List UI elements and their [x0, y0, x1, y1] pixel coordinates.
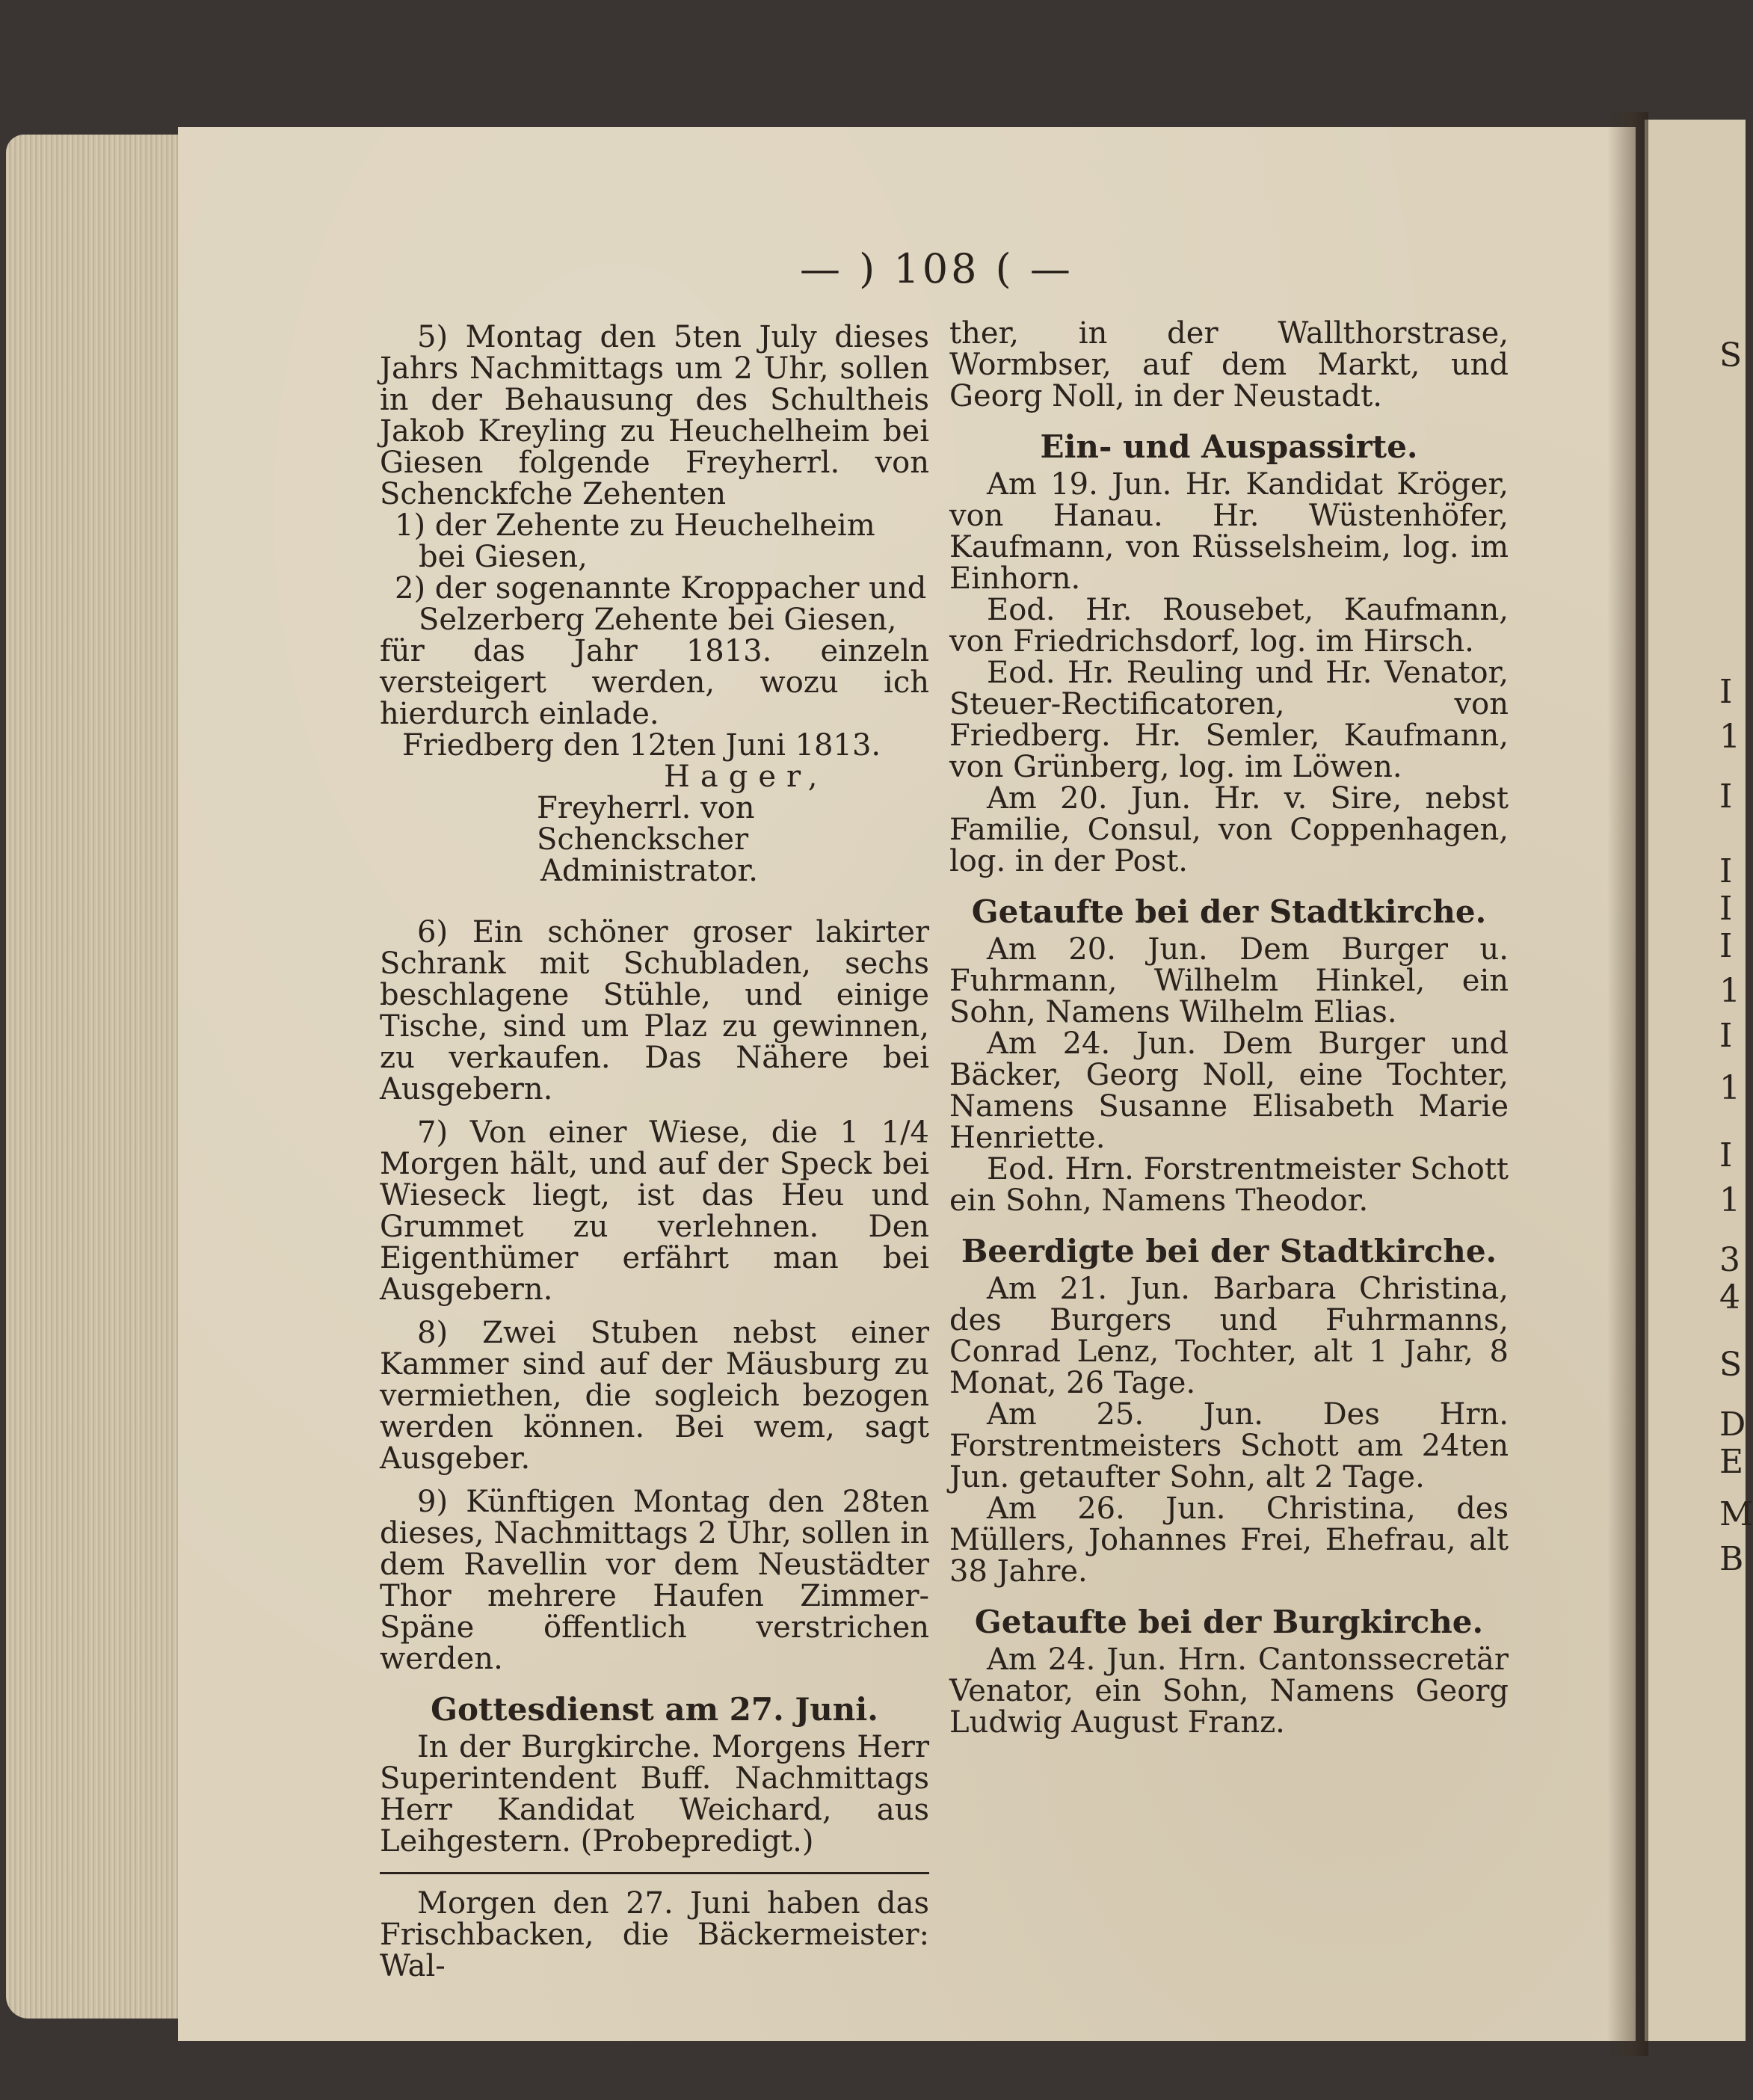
notice-6: 6) Ein schöner groser lakirter Schrank mit Schubladen, sechs beschlagene Stühle, und einige Tische, sind um Plaz zu gewinnen, zu verkaufen. Das Nähere bei Ausgebern. — [380, 915, 929, 1106]
entry-beerdigte-2: Am 25. Jun. Des Hrn. Forstrentmeisters Schott am 24ten Jun. getaufter Sohn, alt 2 Tage. — [949, 1397, 1509, 1494]
notice-5-signature-role: Administrator. — [540, 854, 758, 888]
entry-getaufte-2: Am 24. Jun. Dem Burger und Bäcker, Georg Noll, eine Tochter, Namens Susanne Elisabeth Marie Henriette. — [949, 1026, 1509, 1155]
facing-page-fragment: I — [1719, 1017, 1733, 1055]
facing-page-fragment: 1 — [1719, 1181, 1740, 1219]
entry-getaufte-1: Am 20. Jun. Dem Burger u. Fuhrmann, Wilhelm Hinkel, ein Sohn, Namens Wilhelm Elias. — [949, 932, 1509, 1029]
gottesdienst-text: In der Burgkirche. Morgens Herr Superintendent Buff. Nachmittags Herr Kandidat Weichard, aus Leihgestern. (Probepredigt.) — [380, 1730, 929, 1859]
notice-5-sub-2: 2) der sogenannte Kroppacher und Selzerberg Zehente bei Giesen, — [395, 571, 927, 637]
facing-page-fragment: S — [1719, 336, 1743, 375]
notice-8: 8) Zwei Stuben nebst einer Kammer sind auf der Mäusburg zu vermiethen, die sogleich bezogen werden können. Bei wem, sagt Ausgeber. — [380, 1316, 929, 1476]
notice-5-dateline: Friedberg den 12ten Juni 1813. — [402, 728, 881, 763]
entry-beerdigte-3: Am 26. Jun. Christina, des Müllers, Johannes Frei, Ehefrau, alt 38 Jahre. — [949, 1491, 1509, 1589]
notice-5-signature-name: Hager, — [664, 760, 828, 794]
facing-page-fragment: I — [1719, 1136, 1733, 1174]
heading-getaufte-stadtkirche: Getaufte bei der Stadtkirche. — [971, 893, 1487, 930]
notice-5: 5) Montag den 5ten July dieses Jahrs Nachmittags um 2 Uhr, sollen in der Behausung des Schultheis Jakob Kreyling zu Heuchelheim bei Giesen folgende Freyherrl. von Schenckfche Zehenten — [380, 320, 929, 511]
entry-passirte-2: Eod. Hr. Rousebet, Kaufmann, von Friedrichsdorf, log. im Hirsch. — [949, 593, 1509, 659]
page-number: — ) 108 ( — — [800, 245, 1073, 292]
left-column — [380, 321, 929, 1994]
heading-ein-und-auspassirte: Ein- und Auspassirte. — [1040, 428, 1418, 465]
right-column — [949, 318, 1509, 1750]
frischbacken-text: Morgen den 27. Juni haben das Frischbacken, die Bäckermeister: Wal- — [380, 1886, 929, 1983]
facing-page-fragment: M — [1719, 1495, 1753, 1533]
gottesdienst-heading: Gottesdienst am 27. Juni. — [431, 1691, 878, 1728]
facing-page-fragment: E — [1719, 1443, 1744, 1481]
entry-passirte-3: Eod. Hr. Reuling und Hr. Venator, Steuer-Rectificatoren, von Friedberg. Hr. Semler, Kaufmann, von Grünberg, log. im Löwen. — [949, 656, 1509, 784]
page-edges — [6, 135, 178, 2019]
notice-5-signature-title: Freyherrl. von Schenckscher — [537, 791, 755, 857]
notice-5-sub-1: 1) der Zehente zu Heuchelheim bei Giesen, — [395, 508, 875, 574]
notice-5-after: für das Jahr 1813. einzeln versteigert werden, wozu ich hierdurch einlade. — [380, 634, 929, 731]
continuation-text: ther, in der Wallthorstrase, Wormbser, auf dem Markt, und Georg Noll, in der Neustadt. — [949, 316, 1509, 413]
facing-page-fragment: 3 — [1719, 1241, 1740, 1279]
entry-passirte-1: Am 19. Jun. Hr. Kandidat Kröger, von Hanau. Hr. Wüstenhöfer, Kaufmann, von Rüsselsheim, log. im Einhorn. — [949, 467, 1509, 596]
facing-page-fragment: I — [1719, 852, 1733, 890]
facing-page-fragment: 4 — [1719, 1278, 1740, 1317]
entry-beerdigte-1: Am 21. Jun. Barbara Christina, des Burgers und Fuhrmanns, Conrad Lenz, Tochter, alt 1 Jahr, 8 Monat, 26 Tage. — [949, 1272, 1509, 1400]
facing-page-fragment: I — [1719, 890, 1733, 928]
facing-page-fragment: 1 — [1719, 1069, 1740, 1107]
entry-burgkirche-1: Am 24. Jun. Hrn. Cantonssecretär Venator, ein Sohn, Namens Georg Ludwig August Franz. — [949, 1642, 1509, 1740]
entry-passirte-4: Am 20. Jun. Hr. v. Sire, nebst Familie, Consul, von Coppenhagen, log. in der Post. — [949, 781, 1509, 878]
heading-getaufte-burgkirche: Getaufte bei der Burgkirche. — [974, 1604, 1484, 1640]
gutter-shadow — [1607, 112, 1648, 2056]
facing-page-fragment: S — [1719, 1346, 1743, 1384]
facing-page-fragment: I — [1719, 778, 1733, 816]
heading-beerdigte-stadtkirche: Beerdigte bei der Stadtkirche. — [961, 1233, 1497, 1269]
facing-page-fragment: 1 — [1719, 972, 1740, 1010]
facing-page-fragment: I — [1719, 927, 1733, 965]
facing-page-fragment: D — [1719, 1405, 1746, 1444]
notice-7: 7) Von einer Wiese, die 1 1/4 Morgen hält, und auf der Speck bei Wieseck liegt, ist das Heu und Grummet zu verlehnen. Den Eigenthümer erfährt man bei Ausgebern. — [380, 1115, 929, 1307]
divider-rule — [380, 1872, 929, 1874]
entry-getaufte-3: Eod. Hrn. Forstrentmeister Schott ein Sohn, Namens Theodor. — [949, 1152, 1509, 1218]
facing-page-fragment: I — [1719, 673, 1733, 711]
notice-9: 9) Künftigen Montag den 28ten dieses, Nachmittags 2 Uhr, sollen in dem Ravellin vor dem Neustädter Thor mehrere Haufen Zimmer-Späne öffentlich verstrichen werden. — [380, 1485, 929, 1676]
facing-page-fragment: 1 — [1719, 718, 1740, 756]
facing-page-fragment: B — [1719, 1540, 1744, 1578]
